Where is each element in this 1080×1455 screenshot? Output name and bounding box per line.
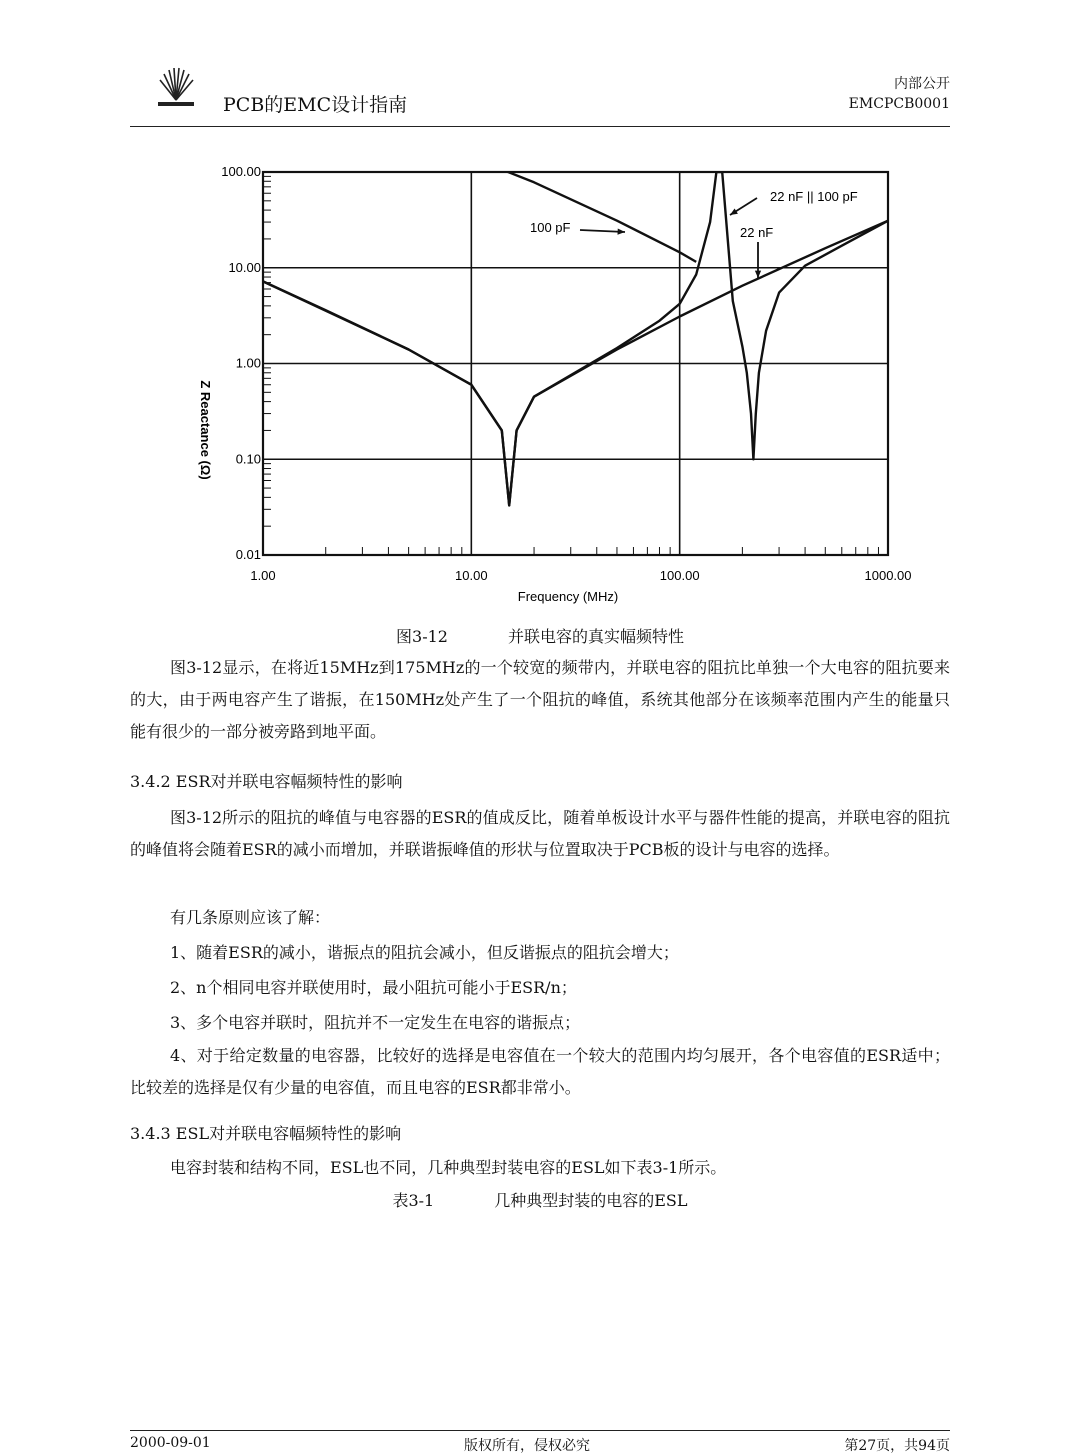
document-title: PCB的EMC设计指南 [223,94,408,116]
annotation-arrowhead [618,229,625,235]
document-code: EMCPCB0001 [848,96,950,112]
rule-item-3: 3、多个电容并联时，阻抗并不一定发生在电容的谐振点； [170,1013,581,1032]
x-tick-label: 1000.00 [864,568,912,583]
company-logo-icon [152,66,200,110]
impedance-chart [170,160,930,610]
y-tick-label: 10.00 [228,259,261,275]
paragraph-4: 电容封装和结构不同，ESL也不同，几种典型封装电容的ESL如下表3-1所示。 [170,1158,727,1177]
series-line [263,172,888,505]
x-axis-label: Frequency (MHz) [517,589,619,604]
footer-copyright: 版权所有，侵权必究 [464,1438,590,1454]
x-tick-label: 100.00 [659,568,700,583]
x-tick-label: 10.00 [455,568,488,583]
y-tick-label: 0.01 [235,547,261,562]
annotation-label: 22 nF [740,225,774,240]
y-tick-label: 0.10 [235,451,261,467]
figure-title: 并联电容的真实幅频特性 [507,627,684,646]
rule-item-4: 4、对于给定数量的电容器，比较好的选择是电容值在一个较大的范围内均匀展开，各个电容值的ESR适中；比较差的选择是仅有少量的电容值，而且电容的ESR都非常小。 [130,1046,950,1097]
chart-series [263,172,888,505]
figure-caption [0,624,1080,647]
paragraph-2: 图3-12所示的阻抗的峰值与电容器的ESR的值成反比，随着单板设计水平与器件性能的提高，并联电容的阻抗的峰值将会随着ESR的减小而增加，并联谐振峰值的形状与位置取决于PCB板的设计与电容的选择。 [130,808,950,859]
y-tick-label: 1.00 [235,355,261,371]
figure-number: 图3-12 [396,627,448,646]
section-heading-3-4-3: 3.4.3 ESL对并联电容幅频特性的影响 [130,1124,402,1143]
footer-date: 2000-09-01 [130,1435,211,1451]
table-title: 几种典型封装的电容的ESL [494,1191,688,1210]
paragraph-3: 有几条原则应该了解： [170,908,331,927]
series-line [508,172,696,262]
chart-grid [263,172,888,555]
annotation-label: 100 pF [530,220,571,235]
y-tick-label: 100.00 [221,164,261,179]
footer-page-number: 第27页，共94页 [844,1438,950,1454]
annotation-label: 22 nF || 100 pF [770,189,858,204]
x-tick-label: 1.00 [250,568,276,583]
table-caption [0,1188,1080,1211]
rule-item-1: 1、随着ESR的减小，谐振点的阻抗会减小，但反谐振点的阻抗会增大； [170,943,679,962]
page-header [130,60,950,127]
rule-item-2: 2、n个相同电容并联使用时，最小阻抗可能小于ESR/n； [170,978,577,997]
y-axis-label: Z Reactance (Ω) [198,380,213,480]
classification-label: 内部公开 [894,76,950,92]
page-footer [130,1430,950,1454]
paragraph-1: 图3-12显示，在将近15MHz到175MHz的一个较宽的频带内，并联电容的阻抗比单独一个大电容的阻抗要来的大，由于两电容产生了谐振，在150MHz处产生了一个阻抗的峰值，系统其他部分在该频率范围内产生的能量只能有很少的一部分被旁路到地平面。 [130,658,950,741]
section-heading-3-4-2: 3.4.2 ESR对并联电容幅频特性的影响 [130,772,403,791]
table-number: 表3-1 [392,1191,435,1210]
header-right [849,74,950,114]
